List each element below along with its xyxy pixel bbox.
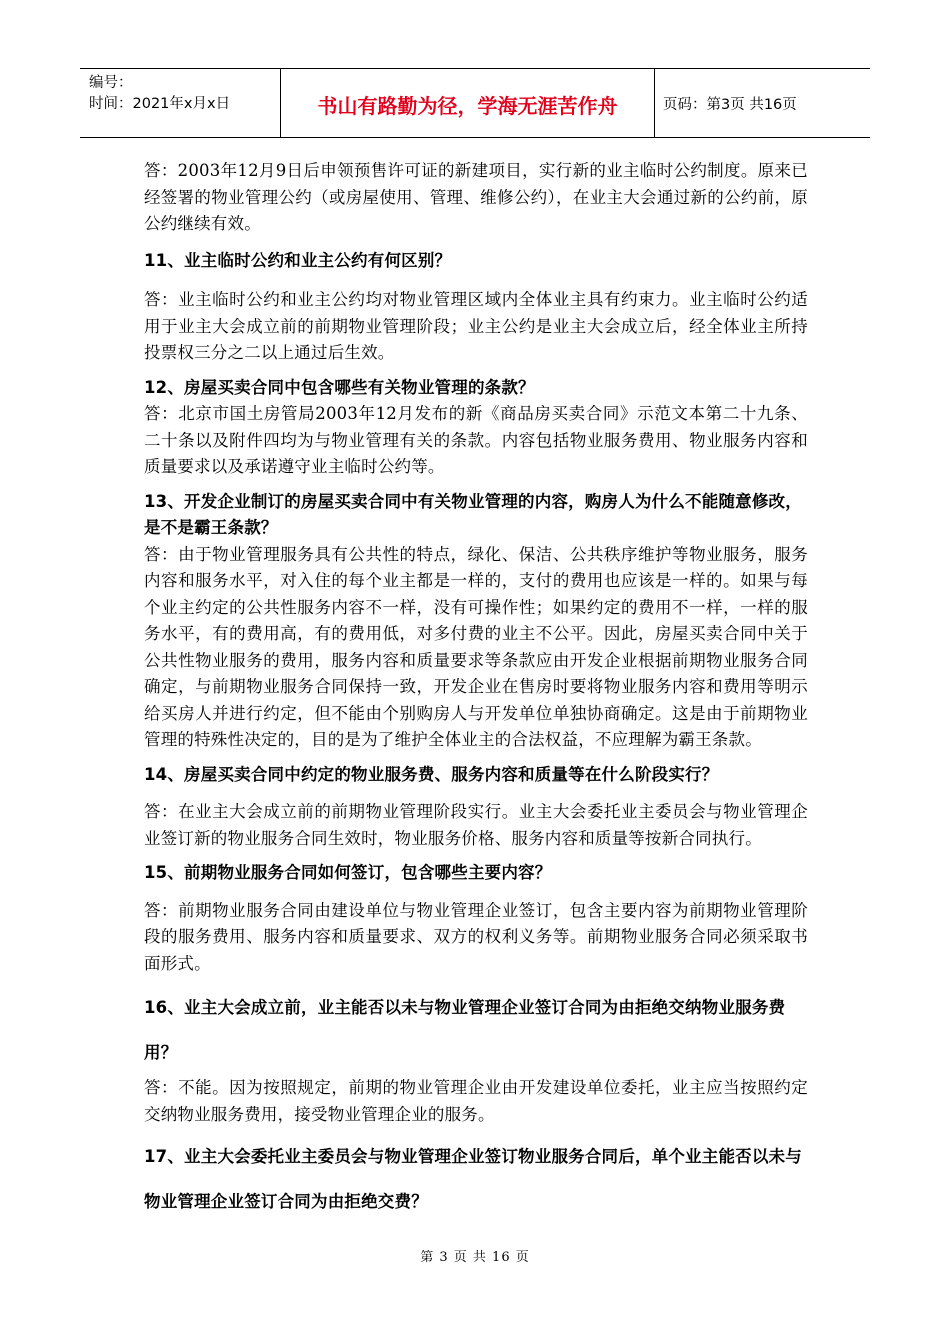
header-motto: 书山有路勤为径，学海无涯苦作舟 xyxy=(281,69,655,137)
answer-paragraph: 答：2003年12月9日后申领预售许可证的新建项目，实行新的业主临时公约制度。原来已经签署的物业管理公约（或房屋使用、管理、维修公约），在业主大会通过新的公约前，原公约继续有效。 xyxy=(144,161,808,233)
answer-paragraph: 答：在业主大会成立前的前期物业管理阶段实行。业主大会委托业主委员会与物业管理企业签订新的物业服务合同生效时，物业服务价格、服务内容和质量等按新合同执行。 xyxy=(144,802,808,848)
answer-paragraph: 答：业主临时公约和业主公约均对物业管理区域内全体业主具有约束力。业主临时公约适用于业主大会成立前的前期物业管理阶段；业主公约是业主大会成立后，经全体业主所持投票权三分之二以上通过后生效。 xyxy=(144,290,808,362)
question-heading: 17、业主大会委托业主委员会与物业管理企业签订物业服务合同后，单个业主能否以未与物业管理企业签订合同为由拒绝交费？ xyxy=(144,1147,802,1211)
question-heading: 16、业主大会成立前，业主能否以未与物业管理企业签订合同为由拒绝交纳物业服务费用？ xyxy=(144,998,786,1062)
question-heading: 13、开发企业制订的房屋买卖合同中有关物业管理的内容，购房人为什么不能随意修改，是不是霸王条款？ xyxy=(144,491,802,537)
header-meta xyxy=(80,69,281,137)
question-heading: 11、业主临时公约和业主公约有何区别？ xyxy=(144,250,452,270)
header-page-number: 页码：第3页 共16页 xyxy=(663,96,797,113)
question-heading: 12、房屋买卖合同中包含哪些有关物业管理的条款？ xyxy=(144,377,535,397)
doc-number-label: 编号： xyxy=(89,75,133,91)
page-footer: 第 3 页 共 16 页 xyxy=(420,1250,530,1265)
document-header xyxy=(80,68,870,138)
doc-date-label: 时间：2021年x月x日 xyxy=(89,96,231,112)
answer-paragraph: 答：由于物业管理服务具有公共性的特点，绿化、保洁、公共秩序维护等物业服务，服务内容和服务水平，对入住的每个业主都是一样的，支付的费用也应该是一样的。如果与每个业主约定的公共性服务内容不一样，没有可操作性；如果约定的费用不一样，一样的服务水平，有的费用高，有的费用低，对多付费的业主不公平。因此，房屋买卖合同中关于公共性物业服务的费用，服务内容和质量要求等条款应由开发企业根据前期物业服务合同确定，与前期物业服务合同保持一致，开发企业在售房时要将物业服务内容和费用等明示给买房人并进行约定，但不能由个别购房人与开发单位单独协商确定。这是由于前期物业管理的特殊性决定的，目的是为了维护全体业主的合法权益，不应理解为霸王条款。 xyxy=(144,544,808,749)
question-heading: 15、前期物业服务合同如何签订，包含哪些主要内容？ xyxy=(144,863,552,882)
question-heading: 14、房屋买卖合同中约定的物业服务费、服务内容和质量等在什么阶段实行？ xyxy=(144,764,719,784)
answer-paragraph: 答：前期物业服务合同由建设单位与物业管理企业签订，包含主要内容为前期物业管理阶段的服务费用、服务内容和质量要求、双方的权利义务等。前期物业服务合同必须采取书面形式。 xyxy=(144,900,808,973)
document-body xyxy=(144,158,808,1224)
answer-paragraph: 答：北京市国土房管局2003年12月发布的新《商品房买卖合同》示范文本第二十九条、二十条以及附件四均为与物业管理有关的条款。内容包括物业服务费用、物业服务内容和质量要求以及承诺遵守业主临时公约等。 xyxy=(144,404,808,476)
answer-paragraph: 答：不能。因为按照规定，前期的物业管理企业由开发建设单位委托，业主应当按照约定交纳物业服务费用，接受物业管理企业的服务。 xyxy=(144,1078,808,1124)
